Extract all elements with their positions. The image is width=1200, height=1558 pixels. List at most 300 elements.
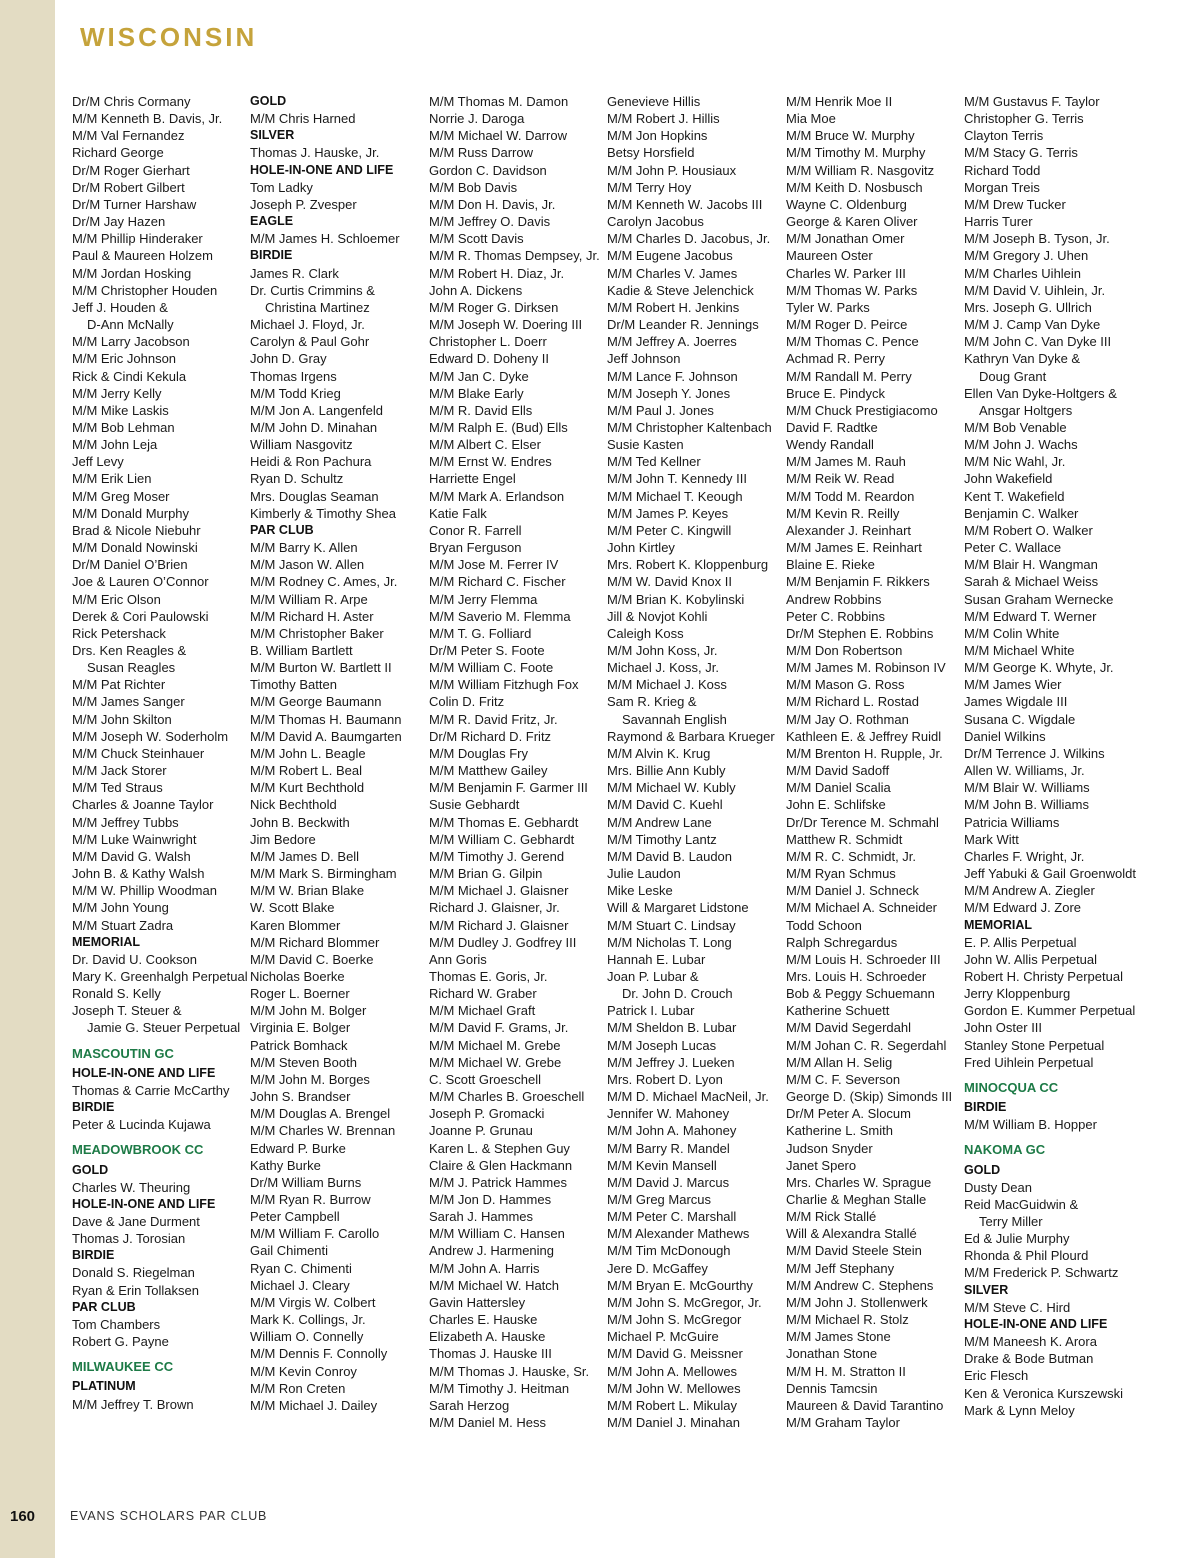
donor-name: M/M C. F. Severson (786, 1071, 901, 1087)
donor-name: M/M Michael W. Darrow (429, 128, 567, 144)
donor-name: M/M Rodney C. Ames, Jr. (250, 574, 398, 590)
donor-name: M/M Eric Olson (72, 591, 161, 607)
donor-name: M/M Robert H. Diaz, Jr. (429, 265, 565, 281)
donor-name: M/M Robert J. Hillis (607, 111, 720, 127)
donor-name: M/M Richard H. Aster (250, 608, 374, 624)
donor-name: Michael P. McGuire (607, 1329, 719, 1345)
donor-name: Ryan D. Schultz (250, 471, 344, 487)
donor-name: M/M Don Robertson (786, 643, 903, 658)
donor-name: Patrick Bomhack (250, 1037, 348, 1053)
donor-name: Dr/M Terrence J. Wilkins (964, 745, 1105, 761)
donor-name: M/M Douglas Fry (429, 745, 528, 761)
donor-name: Jeff Johnson (607, 351, 681, 367)
donor-name: M/M Albert C. Elser (429, 437, 541, 453)
donor-name: M/M Jay O. Rothman (786, 711, 909, 727)
donor-name: Robert G. Payne (72, 1334, 169, 1350)
donor-name: Ralph Schregardus (786, 934, 898, 950)
donor-name: M/M John S. McGregor (607, 1312, 742, 1328)
donor-name: Maureen Oster (786, 248, 873, 264)
donor-name: M/M James D. Bell (250, 848, 360, 864)
club-heading: MASCOUTIN GC (72, 1045, 174, 1061)
donor-name: Dusty Dean (964, 1179, 1032, 1195)
donor-name: James Wigdale III (964, 694, 1068, 710)
donor-name: M/M Todd M. Reardon (786, 488, 915, 504)
donor-name: M/M Andrew A. Ziegler (964, 883, 1095, 899)
donor-name: M/M Joseph B. Tyson, Jr. (964, 231, 1110, 247)
donor-name: Will & Alexandra Stallé (786, 1226, 917, 1242)
donor-name: M/M John A. Mellowes (607, 1363, 738, 1379)
donor-name: M/M Ryan Schmus (786, 866, 896, 882)
donor-name: M/M Michael R. Stolz (786, 1312, 909, 1328)
donor-name: M/M Russ Darrow (429, 145, 534, 161)
donor-name: M/M Jonathan Omer (786, 231, 905, 247)
donor-name: Gavin Hattersley (429, 1294, 526, 1310)
donor-name: M/M H. M. Stratton II (786, 1363, 906, 1379)
donor-name: M/M John B. Williams (964, 797, 1089, 813)
donor-name: M/M James Stone (786, 1329, 891, 1345)
donor-name: M/M John W. Mellowes (607, 1380, 741, 1396)
donor-name: M/M William Fitzhugh Fox (429, 677, 579, 693)
donor-name: M/M Graham Taylor (786, 1415, 900, 1431)
donor-name: M/M David Segerdahl (786, 1020, 911, 1036)
donor-name: M/M Stuart Zadra (72, 917, 174, 933)
donor-name: M/M David C. Boerke (250, 951, 374, 967)
donor-name: Robert H. Christy Perpetual (964, 968, 1123, 984)
donor-name: Charles & Joanne Taylor (72, 797, 214, 813)
level-heading: MEMORIAL (964, 917, 1033, 932)
donor-name: M/M William B. Hopper (964, 1117, 1097, 1133)
donor-name: M/M Brenton H. Rupple, Jr. (786, 745, 943, 761)
donor-name: M/M Richard C. Fischer (429, 574, 566, 590)
donor-name: M/M John S. McGregor, Jr. (607, 1294, 762, 1310)
donor-name: Michael J. Koss, Jr. (607, 660, 719, 676)
level-heading: BIRDIE (72, 1100, 115, 1115)
donor-name: M/M Reik W. Read (786, 471, 895, 487)
donor-name: Richard George (72, 145, 164, 161)
donor-name: M/M Joseph Y. Jones (607, 385, 731, 401)
donor-name-continued: D-Ann McNally (87, 317, 174, 333)
donor-name: M/M Richard J. Glaisner (429, 917, 569, 933)
donor-name: Reid MacGuidwin & (964, 1196, 1079, 1212)
donor-name: M/M David C. Kuehl (607, 797, 723, 813)
donor-name: Will & Margaret Lidstone (607, 900, 749, 916)
donor-name: M/M Matthew Gailey (429, 763, 548, 779)
column-3 (429, 93, 605, 1438)
donor-name: M/M Scott Davis (429, 231, 524, 247)
donor-name: M/M Michael J. Koss (607, 677, 727, 693)
footer-title: EVANS SCHOLARS PAR CLUB (70, 1509, 268, 1523)
donor-name: M/M Charles Uihlein (964, 265, 1082, 281)
donor-name: Benjamin C. Walker (964, 505, 1079, 521)
donor-name: M/M J. Camp Van Dyke (964, 317, 1101, 333)
donor-name: M/M Pat Richter (72, 677, 166, 693)
donor-name: Allen W. Williams, Jr. (964, 763, 1085, 779)
donor-name: Thomas J. Hauske III (429, 1346, 552, 1362)
donor-name: Raymond & Barbara Krueger (607, 728, 775, 744)
donor-name: Dr/M William Burns (250, 1174, 362, 1190)
donor-name: M/M Drew Tucker (964, 196, 1066, 212)
donor-name: M/M John D. Minahan (250, 419, 378, 435)
donor-name: Katie Falk (429, 505, 487, 521)
donor-name: M/M Edward T. Werner (964, 608, 1097, 624)
donor-name: M/M James E. Reinhart (786, 540, 922, 556)
donor-name: M/M John Young (72, 900, 169, 916)
donor-name: M/M Christopher Baker (250, 625, 384, 641)
donor-name: M/M John Skilton (72, 711, 172, 727)
donor-name: Charles W. Parker III (786, 265, 906, 281)
donor-name: M/M Thomas H. Baumann (250, 711, 402, 727)
donor-name: M/M Gustavus F. Taylor (964, 94, 1100, 109)
club-heading: MEADOWBROOK CC (72, 1142, 204, 1158)
donor-name: Andrew Robbins (786, 591, 882, 607)
donor-name: Ed & Julie Murphy (964, 1231, 1070, 1247)
donor-name: M/M Bob Lehman (72, 419, 175, 435)
donor-name: M/M Andrew C. Stephens (786, 1277, 934, 1293)
donor-name: M/M Donald Nowinski (72, 540, 198, 556)
level-heading: PLATINUM (72, 1379, 136, 1394)
donor-name-continued: Dr. John D. Crouch (622, 986, 733, 1002)
donor-name: Richard W. Graber (429, 986, 537, 1002)
donor-name: Michael J. Cleary (250, 1277, 350, 1293)
donor-name: Kathy Burke (250, 1157, 321, 1173)
donor-name: John Wakefield (964, 471, 1053, 487)
donor-name: Tom Chambers (72, 1316, 161, 1332)
donor-name: M/M Stuart C. Lindsay (607, 917, 736, 933)
donor-name: M/M Jeffrey A. Joerres (607, 334, 737, 350)
donor-name: Ryan & Erin Tollaksen (72, 1282, 199, 1298)
donor-name: M/M John L. Beagle (250, 745, 366, 761)
donor-name: M/M Michael White (964, 643, 1075, 658)
donor-name: M/M Barry R. Mandel (607, 1140, 730, 1156)
level-heading: BIRDIE (72, 1248, 115, 1263)
donor-name: M/M T. G. Folliard (429, 625, 532, 641)
donor-name-continued: Doug Grant (979, 368, 1047, 384)
donor-name: Katherine L. Smith (786, 1123, 893, 1139)
donor-name: M/M John Koss, Jr. (607, 643, 718, 658)
donor-name: M/M Douglas A. Brengel (250, 1106, 391, 1122)
donor-name: Thomas & Carrie McCarthy (72, 1082, 230, 1098)
donor-name: Mrs. Robert D. Lyon (607, 1071, 723, 1087)
donor-name: M/M Ernst W. Endres (429, 454, 552, 470)
donor-name: M/M Brian K. Kobylinski (607, 591, 745, 607)
donor-name: Charlie & Meghan Stalle (786, 1192, 927, 1207)
donor-name: Nicholas Boerke (250, 968, 345, 984)
donor-name: Daniel Wilkins (964, 728, 1046, 744)
donor-name: Timothy Batten (250, 677, 337, 693)
donor-name: M/M James P. Keyes (607, 505, 729, 521)
donor-name: M/M Colin White (964, 625, 1060, 641)
donor-name: M/M Blair H. Wangman (964, 557, 1098, 573)
donor-name: Ellen Van Dyke-Holtgers & (964, 385, 1117, 401)
donor-name: M/M Thomas M. Damon (429, 94, 569, 109)
donor-name: Richard Todd (964, 162, 1041, 178)
donor-name: M/M Thomas E. Gebhardt (429, 814, 579, 830)
donor-name: M/M Jerry Kelly (72, 385, 162, 401)
donor-name: M/M Joseph W. Soderholm (72, 728, 229, 744)
donor-name: Brad & Nicole Niebuhr (72, 522, 201, 538)
donor-name: M/M John Leja (72, 437, 158, 453)
donor-name: M/M Lance F. Johnson (607, 368, 738, 384)
level-heading: HOLE-IN-ONE AND LIFE (72, 1065, 216, 1080)
donor-name: M/M William R. Nasgovitz (786, 162, 935, 178)
donor-name: M/M Todd Krieg (250, 385, 341, 401)
donor-name: M/M Jeffrey J. Lueken (607, 1054, 735, 1070)
side-color-bar (0, 0, 55, 1558)
donor-name: M/M Chuck Prestigiacomo (786, 402, 938, 418)
donor-name: Derek & Cori Paulowski (72, 608, 209, 624)
level-heading: HOLE-IN-ONE AND LIFE (250, 162, 394, 177)
donor-name: Judson Snyder (786, 1140, 873, 1156)
donor-name: M/M Daniel Scalia (786, 780, 891, 796)
donor-name: Susie Gebhardt (429, 797, 520, 813)
donor-name: M/M Michael T. Keough (607, 488, 743, 504)
donor-name: Tom Ladky (250, 179, 313, 195)
donor-name: M/M David B. Laudon (607, 848, 733, 864)
donor-name: M/M Chris Harned (250, 111, 356, 127)
donor-name: M/M Michael J. Dailey (250, 1397, 378, 1413)
donor-name: Jonathan Stone (786, 1346, 878, 1362)
donor-name: Jere D. McGaffey (607, 1260, 708, 1276)
donor-name: M/M Jack Storer (72, 763, 167, 779)
donor-name-continued: Susan Reagles (87, 660, 176, 676)
donor-name: M/M Alvin K. Krug (607, 745, 711, 761)
donor-name: Susana C. Wigdale (964, 711, 1076, 727)
donor-name: M/M William C. Hansen (429, 1226, 565, 1242)
donor-name: Alexander J. Reinhart (786, 522, 912, 538)
donor-name: Sarah J. Hammes (429, 1209, 534, 1225)
donor-name: Dr/M Robert Gilbert (72, 179, 185, 195)
donor-name: M/M Michael Graft (429, 1003, 536, 1019)
donor-name: Ronald S. Kelly (72, 986, 161, 1002)
donor-name: John Kirtley (607, 540, 675, 556)
donor-name: M/M Saverio M. Flemma (429, 608, 571, 624)
donor-name: M/M Ron Creten (250, 1380, 346, 1396)
donor-name: M/M William C. Gebhardt (429, 831, 575, 847)
donor-name: Todd Schoon (786, 917, 862, 933)
donor-name: M/M David A. Baumgarten (250, 728, 402, 744)
donor-name: Peter C. Wallace (964, 540, 1062, 556)
page-footer (0, 1508, 400, 1538)
donor-name: Dr/M Jay Hazen (72, 214, 166, 230)
level-heading: GOLD (964, 1162, 1001, 1177)
level-heading: GOLD (250, 94, 287, 108)
donor-name: M/M Ted Kellner (607, 454, 701, 470)
donor-name: Harris Turer (964, 214, 1033, 230)
donor-name: Bruce E. Pindyck (786, 385, 885, 401)
donor-name: Norrie J. Daroga (429, 111, 525, 127)
donor-name: Paul & Maureen Holzem (72, 248, 213, 264)
donor-name: Clayton Terris (964, 128, 1044, 144)
donor-name: M/M Robert H. Jenkins (607, 299, 740, 315)
donor-name: M/M Peter C. Kingwill (607, 522, 732, 538)
donor-name: Jennifer W. Mahoney (607, 1106, 730, 1122)
donor-name: M/M Jason W. Allen (250, 557, 365, 573)
donor-name: Joanne P. Grunau (429, 1123, 533, 1139)
donor-name: M/M Maneesh K. Arora (964, 1334, 1097, 1350)
donor-name: M/M Michael J. Glaisner (429, 883, 569, 899)
donor-name: Karen L. & Stephen Guy (429, 1140, 570, 1156)
club-heading: MINOCQUA CC (964, 1079, 1059, 1095)
donor-name: Patricia Williams (964, 814, 1060, 830)
donor-columns (72, 93, 1192, 1438)
donor-name: M/M John P. Housiaux (607, 162, 737, 178)
donor-name: Bob & Peggy Schuemann (786, 986, 935, 1002)
donor-name: M/M Steven Booth (250, 1054, 357, 1070)
donor-name: M/M Greg Moser (72, 488, 170, 504)
donor-name: Conor R. Farrell (429, 522, 522, 538)
donor-name: M/M George Baumann (250, 694, 382, 710)
donor-name: M/M Charles D. Jacobus, Jr. (607, 231, 771, 247)
donor-name: Genevieve Hillis (607, 94, 701, 109)
donor-name: M/M Chuck Steinhauer (72, 745, 205, 761)
donor-name: Mrs. Louis H. Schroeder (786, 968, 927, 984)
donor-name: Sarah Herzog (429, 1397, 510, 1413)
donor-name: William O. Connelly (250, 1329, 364, 1345)
donor-name: Dennis Tamcsin (786, 1380, 878, 1396)
donor-name: W. Scott Blake (250, 900, 335, 916)
donor-name: M/M Larry Jacobson (72, 334, 190, 350)
level-heading: BIRDIE (964, 1100, 1007, 1115)
donor-name: Fred Uihlein Perpetual (964, 1054, 1094, 1070)
donor-name: M/M W. David Knox II (607, 574, 732, 590)
donor-name: M/M Mason G. Ross (786, 677, 905, 693)
donor-name: Kimberly & Timothy Shea (250, 505, 396, 521)
donor-name: Dave & Jane Durment (72, 1214, 200, 1229)
donor-name: M/M Michael M. Grebe (429, 1037, 561, 1053)
donor-name: M/M David G. Walsh (72, 848, 191, 864)
donor-name-continued: Ansgar Holtgers (979, 402, 1073, 418)
donor-name: M/M Robert L. Mikulay (607, 1397, 738, 1413)
donor-name: M/M Tim McDonough (607, 1243, 731, 1259)
donor-name: Blaine E. Rieke (786, 557, 875, 573)
donor-name: M/M Val Fernandez (72, 128, 185, 144)
donor-name: M/M Barry K. Allen (250, 540, 358, 556)
donor-name: Dr. David U. Cookson (72, 951, 197, 967)
donor-name: M/M David Sadoff (786, 763, 890, 779)
donor-name: M/M R. David Ells (429, 402, 533, 418)
donor-name: M/M Henrik Moe II (786, 94, 893, 109)
donor-name: Gail Chimenti (250, 1243, 329, 1259)
donor-name: Wendy Randall (786, 437, 874, 453)
donor-name: Rhonda & Phil Plourd (964, 1248, 1089, 1264)
donor-name: John A. Dickens (429, 282, 523, 298)
donor-name: Rick Petershack (72, 625, 166, 641)
donor-name: John D. Gray (250, 351, 327, 367)
donor-name: Jerry Kloppenburg (964, 986, 1071, 1002)
donor-name: Claire & Glen Hackmann (429, 1157, 573, 1173)
donor-name: Edward P. Burke (250, 1140, 346, 1156)
donor-name: Dr/M Richard D. Fritz (429, 728, 552, 744)
donor-name: Stanley Stone Perpetual (964, 1037, 1105, 1053)
donor-name: M/M Donald Murphy (72, 505, 190, 521)
donor-name: Wayne C. Oldenburg (786, 196, 907, 212)
donor-name: Gordon C. Davidson (429, 162, 547, 178)
donor-name: M/M Thomas W. Parks (786, 282, 918, 298)
donor-name: M/M Terry Hoy (607, 179, 692, 195)
donor-name: Charles W. Theuring (72, 1179, 191, 1195)
state-title: WISCONSIN (80, 22, 258, 52)
donor-name: Joe & Lauren O’Connor (72, 574, 209, 590)
donor-name: M/M Jan C. Dyke (429, 368, 529, 384)
donor-name: M/M John A. Mahoney (607, 1123, 737, 1139)
donor-name: Harriette Engel (429, 471, 516, 487)
donor-name: M/M Ryan R. Burrow (250, 1192, 371, 1207)
donor-name: Edward D. Doheny II (429, 351, 549, 367)
donor-name: Rick & Cindi Kekula (72, 368, 187, 384)
donor-name: Peter & Lucinda Kujawa (72, 1117, 211, 1133)
donor-name: M/M Ted Straus (72, 780, 163, 796)
donor-name: M/M Louis H. Schroeder III (786, 951, 941, 967)
donor-name: Drs. Ken Reagles & (72, 643, 187, 658)
donor-name: Joan P. Lubar & (607, 968, 699, 984)
donor-name: Thomas J. Torosian (72, 1231, 186, 1247)
donor-name: Peter C. Robbins (786, 608, 885, 624)
donor-name: Tyler W. Parks (786, 299, 870, 315)
donor-name: Carolyn & Paul Gohr (250, 334, 370, 350)
donor-name: B. William Bartlett (250, 643, 353, 658)
donor-name: M/M Jordan Hosking (72, 265, 192, 281)
donor-name: Thomas E. Goris, Jr. (429, 968, 548, 984)
donor-name: M/M W. Brian Blake (250, 883, 365, 899)
donor-name: M/M Peter C. Marshall (607, 1209, 737, 1225)
donor-name: M/M David V. Uihlein, Jr. (964, 282, 1106, 298)
donor-name: M/M Jon Hopkins (607, 128, 708, 144)
donor-name: Mrs. Billie Ann Kubly (607, 763, 726, 779)
donor-name: M/M J. Patrick Hammes (429, 1174, 567, 1190)
column-4 (607, 93, 783, 1438)
donor-name: John B. Beckwith (250, 814, 350, 830)
donor-name: M/M Johan C. R. Segerdahl (786, 1037, 947, 1053)
club-heading: MILWAUKEE CC (72, 1359, 174, 1375)
donor-name: E. P. Allis Perpetual (964, 934, 1077, 950)
donor-name: Janet Spero (786, 1157, 857, 1173)
donor-name: Dr/M Leander R. Jennings (607, 317, 759, 333)
donor-name: M/M Daniel M. Hess (429, 1415, 547, 1431)
donor-name: M/M Timothy Lantz (607, 831, 717, 847)
donor-name: Kadie & Steve Jelenchick (607, 282, 754, 298)
donor-name: John E. Schlifske (786, 797, 886, 813)
donor-name: M/M Timothy J. Gerend (429, 848, 565, 864)
donor-name: Mia Moe (786, 111, 836, 127)
donor-name: Carolyn Jacobus (607, 214, 704, 230)
donor-name: David F. Radtke (786, 419, 878, 435)
donor-name: M/M Andrew Lane (607, 814, 712, 830)
donor-name: M/M Thomas J. Hauske, Sr. (429, 1363, 590, 1379)
donor-name: Dr. Curtis Crimmins & (250, 282, 375, 298)
donor-name: M/M Richard L. Rostad (786, 694, 919, 710)
donor-name: Hannah E. Lubar (607, 951, 706, 967)
column-2 (250, 93, 426, 1438)
donor-name: M/M Robert L. Beal (250, 763, 362, 779)
donor-name: M/M Timothy M. Murphy (786, 145, 926, 161)
donor-name: Dr/M Turner Harshaw (72, 196, 197, 212)
donor-name: William Nasgovitz (250, 437, 353, 453)
donor-name: M/M Luke Wainwright (72, 831, 197, 847)
donor-name: Joseph P. Gromacki (429, 1106, 545, 1122)
donor-name: M/M David J. Marcus (607, 1174, 730, 1190)
donor-name: Caleigh Koss (607, 625, 684, 641)
donor-name: Mark Witt (964, 831, 1019, 847)
donor-name: Ryan C. Chimenti (250, 1260, 352, 1276)
donor-name: Dr/M Peter A. Slocum (786, 1106, 911, 1122)
donor-name: M/M George K. Whyte, Jr. (964, 660, 1114, 676)
donor-name: Andrew J. Harmening (429, 1243, 554, 1259)
donor-name: Jim Bedore (250, 831, 316, 847)
donor-name: M/M Michael W. Hatch (429, 1277, 560, 1293)
donor-name: M/M David G. Meissner (607, 1346, 743, 1362)
donor-name: M/M Michael W. Kubly (607, 780, 736, 796)
donor-name: Kathleen E. & Jeffrey Ruidl (786, 728, 942, 744)
